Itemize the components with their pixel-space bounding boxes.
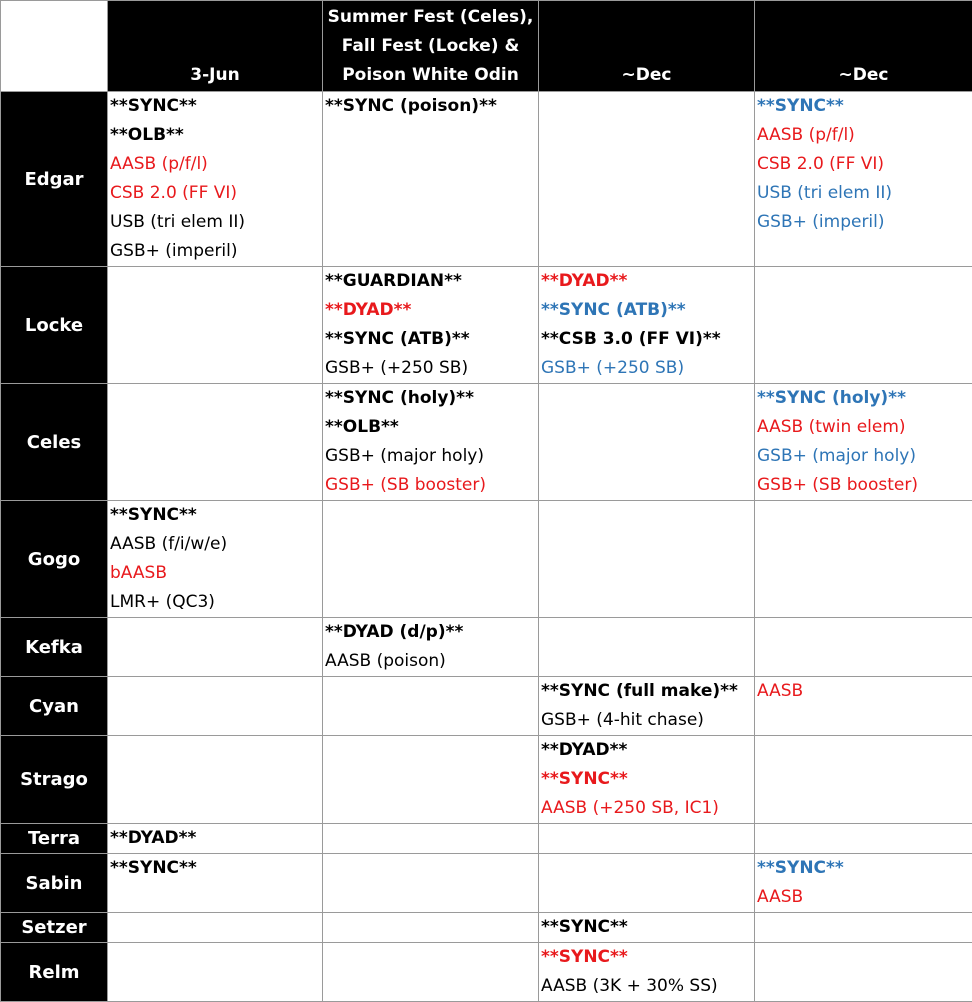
character-name-cell[interactable]: Locke (1, 267, 108, 384)
grid-cell[interactable] (323, 943, 539, 1002)
grid-cell[interactable] (755, 618, 972, 677)
cell-entry: **SYNC** (541, 765, 752, 794)
cell-entry: **SYNC** (541, 943, 752, 972)
cell-entry: **SYNC** (110, 854, 320, 883)
cell-entry: AASB (+250 SB, IC1) (541, 794, 752, 823)
character-name-cell[interactable]: Terra (1, 824, 108, 854)
grid-cell[interactable] (323, 384, 539, 501)
character-name-cell[interactable]: Edgar (1, 92, 108, 267)
grid-cell[interactable] (108, 618, 323, 677)
cell-entry: AASB (757, 883, 970, 912)
grid-cell[interactable] (323, 267, 539, 384)
character-name-cell[interactable]: Setzer (1, 913, 108, 943)
cell-entry: GSB+ (imperil) (757, 208, 970, 237)
cell-entry: GSB+ (major holy) (757, 442, 970, 471)
grid-cell[interactable] (755, 677, 972, 736)
grid-cell[interactable] (108, 384, 323, 501)
grid-cell[interactable] (539, 384, 755, 501)
cell-entry: **SYNC** (110, 92, 320, 121)
table-row (1, 501, 972, 618)
character-name-cell[interactable]: Relm (1, 943, 108, 1002)
table-row (1, 943, 972, 1002)
table-row (1, 913, 972, 943)
grid-cell[interactable] (108, 913, 323, 943)
header-dec-2[interactable]: ~Dec (755, 1, 972, 92)
grid-cell[interactable] (323, 618, 539, 677)
cell-entry: CSB 2.0 (FF VI) (110, 179, 320, 208)
table-row (1, 736, 972, 824)
table-row (1, 92, 972, 267)
cell-entry: **DYAD** (541, 736, 752, 765)
grid-cell[interactable] (755, 854, 972, 913)
cell-entry: AASB (3K + 30% SS) (541, 972, 752, 1001)
grid-cell[interactable] (539, 943, 755, 1002)
character-name-cell[interactable]: Kefka (1, 618, 108, 677)
cell-entry: GSB+ (+250 SB) (325, 354, 536, 383)
grid-cell[interactable] (755, 92, 972, 267)
cell-entry: AASB (poison) (325, 647, 536, 676)
grid-cell[interactable] (539, 267, 755, 384)
cell-entry: USB (tri elem II) (757, 179, 970, 208)
grid-cell[interactable] (108, 92, 323, 267)
cell-entry: **GUARDIAN** (325, 267, 536, 296)
grid-cell[interactable] (108, 267, 323, 384)
grid-cell[interactable] (539, 736, 755, 824)
cell-entry: **SYNC (holy)** (757, 384, 970, 413)
table-row (1, 824, 972, 854)
grid-body (1, 1, 972, 1002)
table-row (1, 267, 972, 384)
grid-cell[interactable] (755, 943, 972, 1002)
cell-entry: GSB+ (SB booster) (325, 471, 536, 500)
grid-cell[interactable] (108, 501, 323, 618)
grid-cell[interactable] (108, 736, 323, 824)
grid-cell[interactable] (108, 677, 323, 736)
header-dec-1[interactable]: ~Dec (539, 1, 755, 92)
cell-entry: **SYNC (ATB)** (325, 325, 536, 354)
grid-cell[interactable] (755, 501, 972, 618)
grid-cell[interactable] (323, 913, 539, 943)
cell-entry: GSB+ (+250 SB) (541, 354, 752, 383)
cell-entry: CSB 2.0 (FF VI) (757, 150, 970, 179)
grid-cell[interactable] (539, 824, 755, 854)
cell-entry: AASB (757, 677, 970, 706)
grid-cell[interactable] (323, 854, 539, 913)
grid-cell[interactable] (323, 736, 539, 824)
table-row (1, 854, 972, 913)
character-name-cell[interactable]: Gogo (1, 501, 108, 618)
cell-entry: **SYNC** (110, 501, 320, 530)
cell-entry: **OLB** (325, 413, 536, 442)
grid-cell[interactable] (539, 501, 755, 618)
cell-entry: **DYAD (d/p)** (325, 618, 536, 647)
cell-entry: **SYNC (poison)** (325, 92, 536, 121)
grid-cell[interactable] (323, 501, 539, 618)
cell-entry: **SYNC** (757, 854, 970, 883)
grid-cell[interactable] (539, 618, 755, 677)
grid-cell[interactable] (539, 854, 755, 913)
cell-entry: AASB (f/i/w/e) (110, 530, 320, 559)
cell-entry: **OLB** (110, 121, 320, 150)
grid-cell[interactable] (539, 677, 755, 736)
cell-entry: GSB+ (major holy) (325, 442, 536, 471)
cell-entry: AASB (p/f/l) (757, 121, 970, 150)
table-row (1, 384, 972, 501)
cell-entry: **SYNC (holy)** (325, 384, 536, 413)
grid-cell[interactable] (323, 824, 539, 854)
character-name-cell[interactable]: Sabin (1, 854, 108, 913)
character-name-cell[interactable]: Strago (1, 736, 108, 824)
grid-cell[interactable] (755, 384, 972, 501)
cell-entry: GSB+ (SB booster) (757, 471, 970, 500)
cell-entry: **DYAD** (325, 296, 536, 325)
cell-entry: **SYNC** (541, 913, 752, 942)
grid-cell[interactable] (539, 92, 755, 267)
table-row (1, 677, 972, 736)
grid-cell[interactable] (108, 854, 323, 913)
grid-cell[interactable] (323, 92, 539, 267)
character-name-cell[interactable]: Cyan (1, 677, 108, 736)
header-summer-fest-text: Summer Fest (Celes), Fall Fest (Locke) & Poison White Odin (323, 3, 538, 90)
grid-cell[interactable] (755, 736, 972, 824)
cell-entry: **DYAD** (110, 824, 320, 853)
header-corner-cell[interactable] (1, 1, 108, 92)
grid-cell[interactable] (108, 943, 323, 1002)
grid-cell[interactable] (323, 677, 539, 736)
cell-entry: **DYAD** (541, 267, 752, 296)
header-3-jun[interactable]: 3-Jun (108, 1, 323, 92)
grid-cell[interactable] (755, 267, 972, 384)
cell-entry: **SYNC (full make)** (541, 677, 752, 706)
grid-cell[interactable] (108, 824, 323, 854)
grid-cell[interactable] (539, 913, 755, 943)
cell-entry: GSB+ (imperil) (110, 237, 320, 266)
grid-cell[interactable] (755, 913, 972, 943)
header-summer-fest[interactable] (323, 1, 539, 92)
character-name-cell[interactable]: Celes (1, 384, 108, 501)
cell-entry: USB (tri elem II) (110, 208, 320, 237)
cell-entry: GSB+ (4-hit chase) (541, 706, 752, 735)
cell-entry: AASB (twin elem) (757, 413, 970, 442)
cell-entry: **SYNC (ATB)** (541, 296, 752, 325)
table-row (1, 618, 972, 677)
header-row (1, 1, 972, 92)
cell-entry: **CSB 3.0 (FF VI)** (541, 325, 752, 354)
grid-cell[interactable] (755, 824, 972, 854)
cell-entry: bAASB (110, 559, 320, 588)
cell-entry: AASB (p/f/l) (110, 150, 320, 179)
cell-entry: LMR+ (QC3) (110, 588, 320, 617)
cell-entry: **SYNC** (757, 92, 970, 121)
